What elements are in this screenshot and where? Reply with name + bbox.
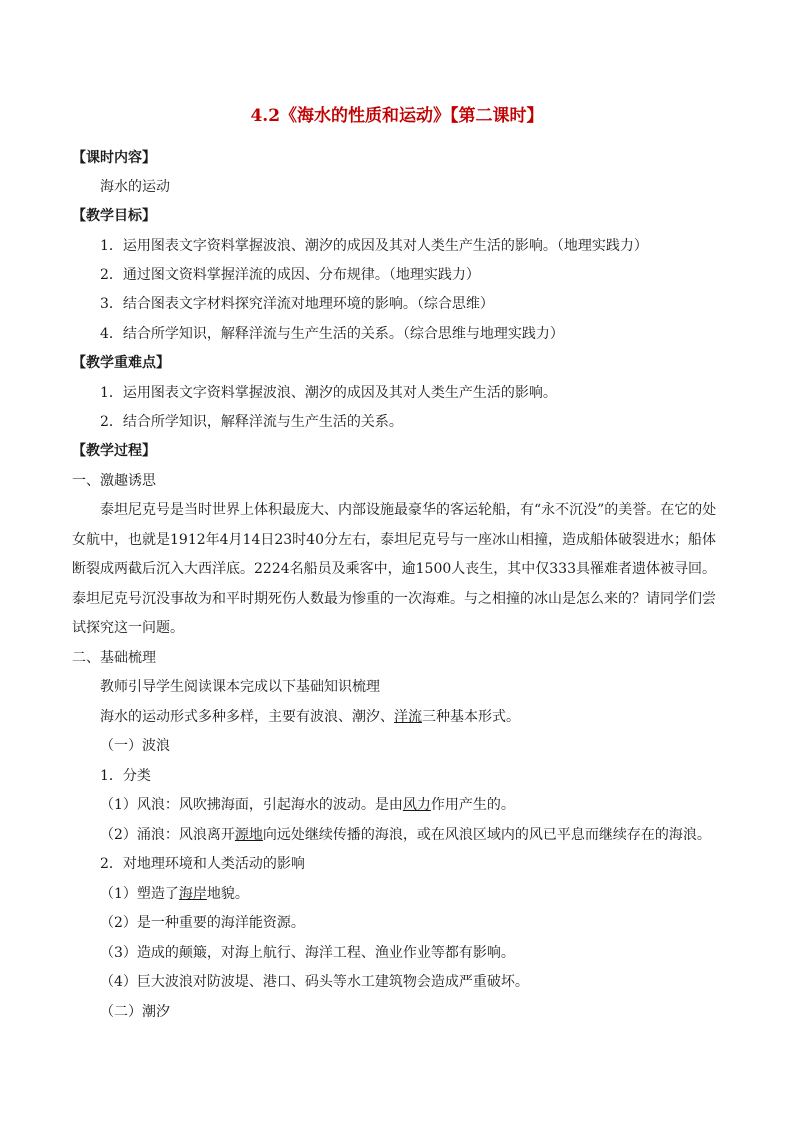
wind-wave-text-a: （1）风浪：风吹拂海面，引起海水的波动。是由 [100,797,403,813]
source-term: 源地 [234,827,263,843]
classify-heading: 1．分类 [100,768,151,784]
impact-item: （4）巨大波浪对防波堤、港口、码头等水工建筑物会造成严重破坏。 [100,974,529,990]
part2-heading: 二、基础梳理 [72,650,156,666]
impact-heading: 2．对地理环境和人类活动的影响 [100,856,305,872]
process-heading: 【教学过程】 [72,443,156,459]
goal-item: 3．结合图表文字材料探究洋流对地理环境的影响。（综合思维） [100,296,494,312]
swell-line [100,825,711,845]
goal-item: 2．通过图文资料掌握洋流的成因、分布规律。（地理实践力） [100,267,480,283]
wind-wave-line [100,795,515,815]
part2-line1: 教师引导学生阅读课本完成以下基础知识梳理 [100,679,380,695]
key-item: 1．运用图表文字资料掌握波浪、潮汐的成因及其对人类生产生活的影响。 [100,385,557,401]
part1-paragraph: 泰坦尼克号是当时世界上体积最庞大、内部设施最豪华的客运轮船，有“永不沉没”的美誉。在它的处女航中，也就是1912年4月14日23时40分左右，泰坦尼克号与一座冰山相撞，造成船体破裂进水；船体断裂成两截后沉入大西洋底。2224名船员及乘客中，逾1500人丧生，其中仅333具罹难者遗体被寻回。泰坦尼克号沉没事故为和平时期死伤人数最为惨重的一次海难。与之相撞的冰山是怎么来的？请同学们尝试探究这一问题。 [72,502,717,636]
goals-heading: 【教学目标】 [72,208,156,224]
wind-wave-text-b: 作用产生的。 [430,797,515,813]
impact-item: （3）造成的颠簸，对海上航行、海洋工程、渔业作业等都有影响。 [100,945,515,961]
coast-term: 海岸 [178,886,207,902]
key-heading: 【教学重难点】 [72,355,170,371]
swell-text-a: （2）涌浪：风浪离开 [100,827,235,843]
content-heading: 【课时内容】 [72,150,156,166]
key-item: 2．结合所学知识，解释洋流与生产生活的关系。 [100,414,403,430]
wind-force-term: 风力 [402,797,431,813]
impact1-text-a: （1）塑造了 [100,886,179,902]
part2-line2-text-a: 海水的运动形式多种多样，主要有波浪、潮汐、 [100,709,394,725]
content-text: 海水的运动 [100,179,170,195]
impact-item: （2）是一种重要的海洋能资源。 [100,915,305,931]
impact-item [100,884,249,904]
goal-item: 4．结合所学知识，解释洋流与生产生活的关系。（综合思维与地理实践力） [100,326,564,342]
document-title: 4.2《海水的性质和运动》【第二课时】 [250,106,544,126]
part2-line2 [100,707,520,727]
swell-text-b: 向远处继续传播的海浪，或在风浪区域内的风已平息而继续存在的海浪。 [262,827,711,843]
tide-heading: （二）潮汐 [100,1004,170,1020]
part1-heading: 一、激趣诱思 [72,473,156,489]
part2-line2-text-b: 三种基本形式。 [422,709,520,725]
impact1-text-b: 地貌。 [206,886,249,902]
goal-item: 1．运用图表文字资料掌握波浪、潮汐的成因及其对人类生产生活的影响。（地理实践力） [100,238,648,254]
wave-heading: （一）波浪 [100,738,170,754]
ocean-current-term: 洋流 [394,709,422,725]
